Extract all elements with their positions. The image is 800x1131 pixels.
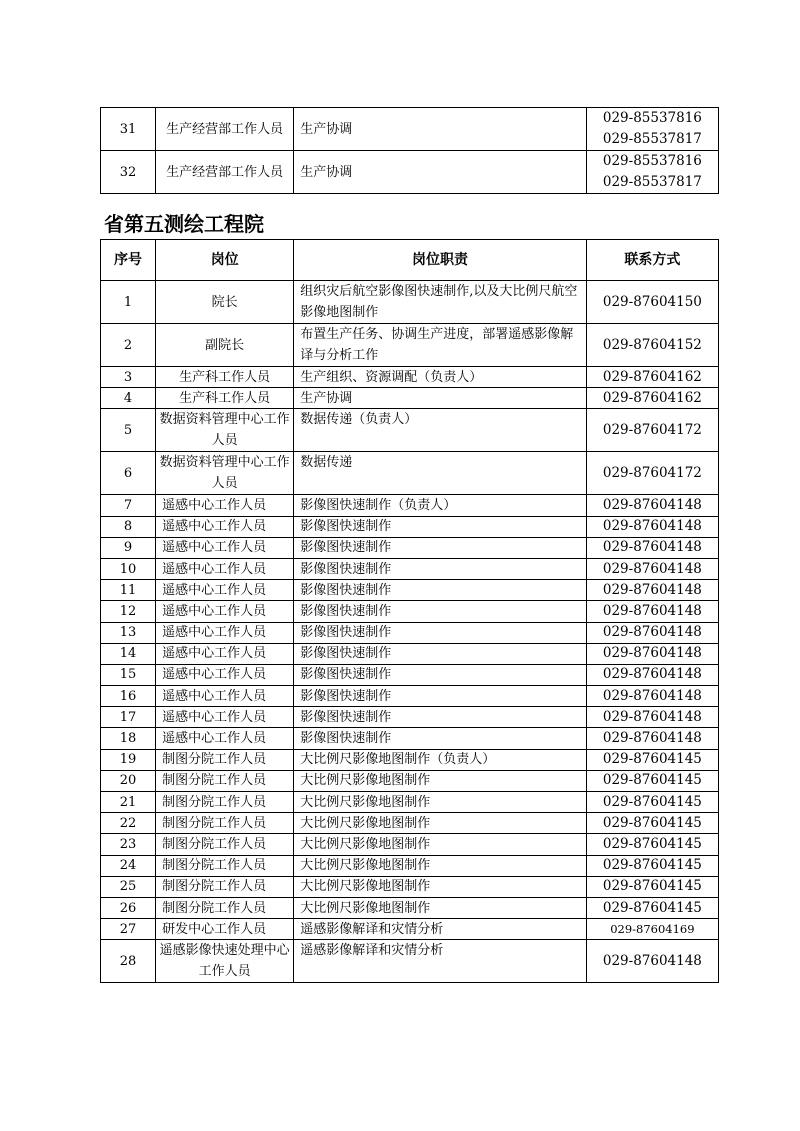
- row-number: 15: [101, 664, 156, 685]
- table-row: [101, 813, 719, 834]
- table-row: [101, 537, 719, 558]
- phone-cell: [586, 151, 718, 194]
- table-row: [101, 452, 719, 495]
- post-cell: 遥感中心工作人员: [156, 580, 294, 601]
- duty-cell: 影像图快速制作: [294, 643, 586, 664]
- row-number: 5: [101, 409, 156, 452]
- post-cell: 生产经营部工作人员: [156, 151, 294, 194]
- table-row: [101, 516, 719, 537]
- row-number: 7: [101, 495, 156, 516]
- duty-cell: 影像图快速制作: [294, 537, 586, 558]
- duty-cell: 大比例尺影像地图制作（负责人）: [294, 749, 586, 770]
- table-row: [101, 940, 719, 983]
- phone-cell: 029-87604145: [586, 855, 718, 876]
- post-cell: 副院长: [156, 324, 294, 367]
- post-cell: 遥感中心工作人员: [156, 516, 294, 537]
- row-number: 3: [101, 367, 156, 388]
- duty-cell: 影像图快速制作: [294, 580, 586, 601]
- phone-cell: 029-87604145: [586, 834, 718, 855]
- duty-cell: 大比例尺影像地图制作: [294, 834, 586, 855]
- phone-cell: 029-87604145: [586, 770, 718, 791]
- phone-cell: 029-87604145: [586, 813, 718, 834]
- table-row: [101, 388, 719, 409]
- phone-number: 029-85537817: [602, 174, 702, 190]
- table-row: [101, 749, 719, 770]
- row-number: 23: [101, 834, 156, 855]
- post-cell: 制图分院工作人员: [156, 770, 294, 791]
- phone-cell: 029-87604148: [586, 686, 718, 707]
- table-row: [101, 108, 719, 151]
- post-cell: 遥感中心工作人员: [156, 686, 294, 707]
- post-cell: 制图分院工作人员: [156, 876, 294, 897]
- phone-cell: [586, 108, 718, 151]
- phone-cell: 029-87604145: [586, 749, 718, 770]
- post-cell: 遥感中心工作人员: [156, 707, 294, 728]
- table-row: [101, 664, 719, 685]
- phone-cell: 029-87604172: [586, 409, 718, 452]
- post-cell: 遥感中心工作人员: [156, 558, 294, 579]
- duty-cell: 布置生产任务、协调生产进度，部署遥感影像解译与分析工作: [294, 324, 586, 367]
- table-row: [101, 558, 719, 579]
- row-number: 13: [101, 622, 156, 643]
- row-number: 1: [101, 281, 156, 324]
- post-cell: 遥感中心工作人员: [156, 495, 294, 516]
- phone-cell: 029-87604152: [586, 324, 718, 367]
- duty-cell: 影像图快速制作: [294, 707, 586, 728]
- phone-cell: 029-87604150: [586, 281, 718, 324]
- header-duty: 岗位职责: [294, 240, 586, 281]
- table-row: [101, 281, 719, 324]
- table-row: [101, 151, 719, 194]
- phone-cell: 029-87604148: [586, 622, 718, 643]
- phone-cell: 029-87604145: [586, 897, 718, 918]
- duty-cell: 生产协调: [294, 108, 586, 151]
- header-no: 序号: [101, 240, 156, 281]
- post-cell: 数据资料管理中心工作人员: [156, 409, 294, 452]
- row-number: 18: [101, 728, 156, 749]
- table-row: [101, 495, 719, 516]
- phone-cell: 029-87604162: [586, 388, 718, 409]
- post-cell: 遥感影像快速处理中心工作人员: [156, 940, 294, 983]
- duty-cell: 影像图快速制作: [294, 558, 586, 579]
- row-number: 25: [101, 876, 156, 897]
- duty-cell: 影像图快速制作: [294, 601, 586, 622]
- row-number: 16: [101, 686, 156, 707]
- post-cell: 遥感中心工作人员: [156, 537, 294, 558]
- phone-cell: 029-87604148: [586, 707, 718, 728]
- post-cell: 遥感中心工作人员: [156, 728, 294, 749]
- duty-cell: 大比例尺影像地图制作: [294, 770, 586, 791]
- duty-cell: 影像图快速制作: [294, 664, 586, 685]
- main-contact-table: [100, 239, 719, 983]
- row-number: 19: [101, 749, 156, 770]
- duty-cell: 大比例尺影像地图制作: [294, 855, 586, 876]
- row-number: 2: [101, 324, 156, 367]
- phone-cell: 029-87604169: [586, 919, 718, 940]
- table-row: [101, 855, 719, 876]
- phone-cell: 029-87604148: [586, 940, 718, 983]
- table-row: [101, 897, 719, 918]
- row-number: 6: [101, 452, 156, 495]
- duty-cell: 生产协调: [294, 151, 586, 194]
- table-row: [101, 686, 719, 707]
- phone-cell: 029-87604148: [586, 580, 718, 601]
- post-cell: 遥感中心工作人员: [156, 643, 294, 664]
- post-cell: 制图分院工作人员: [156, 897, 294, 918]
- duty-cell: 组织灾后航空影像图快速制作,以及大比例尺航空影像地图制作: [294, 281, 586, 324]
- row-number: 32: [101, 151, 156, 194]
- header-contact: 联系方式: [586, 240, 718, 281]
- post-cell: 数据资料管理中心工作人员: [156, 452, 294, 495]
- duty-cell: 生产协调: [294, 388, 586, 409]
- row-number: 22: [101, 813, 156, 834]
- duty-cell: 遥感影像解译和灾情分析: [294, 919, 586, 940]
- phone-number: 029-85537817: [602, 131, 702, 147]
- row-number: 17: [101, 707, 156, 728]
- duty-cell: 数据传递: [294, 452, 586, 495]
- table-row: [101, 876, 719, 897]
- phone-cell: 029-87604148: [586, 728, 718, 749]
- row-number: 4: [101, 388, 156, 409]
- phone-cell: 029-87604148: [586, 643, 718, 664]
- table-row: [101, 792, 719, 813]
- duty-cell: 大比例尺影像地图制作: [294, 792, 586, 813]
- table-row: [101, 834, 719, 855]
- duty-cell: 影像图快速制作: [294, 516, 586, 537]
- post-cell: 制图分院工作人员: [156, 834, 294, 855]
- phone-number: 029-85537816: [602, 110, 702, 126]
- duty-cell: 大比例尺影像地图制作: [294, 897, 586, 918]
- duty-cell: 影像图快速制作（负责人）: [294, 495, 586, 516]
- phone-cell: 029-87604162: [586, 367, 718, 388]
- duty-cell: 影像图快速制作: [294, 686, 586, 707]
- duty-cell: 生产组织、资源调配（负责人）: [294, 367, 586, 388]
- row-number: 26: [101, 897, 156, 918]
- table-row: [101, 409, 719, 452]
- top-contact-table: [100, 107, 719, 194]
- row-number: 31: [101, 108, 156, 151]
- phone-cell: 029-87604148: [586, 495, 718, 516]
- post-cell: 制图分院工作人员: [156, 792, 294, 813]
- row-number: 20: [101, 770, 156, 791]
- row-number: 24: [101, 855, 156, 876]
- post-cell: 生产经营部工作人员: [156, 108, 294, 151]
- row-number: 21: [101, 792, 156, 813]
- duty-cell: 遥感影像解译和灾情分析: [294, 940, 586, 983]
- phone-cell: 029-87604148: [586, 664, 718, 685]
- table-row: [101, 601, 719, 622]
- post-cell: 遥感中心工作人员: [156, 601, 294, 622]
- phone-cell: 029-87604148: [586, 537, 718, 558]
- row-number: 28: [101, 940, 156, 983]
- duty-cell: 大比例尺影像地图制作: [294, 876, 586, 897]
- table-row: [101, 367, 719, 388]
- phone-cell: 029-87604145: [586, 876, 718, 897]
- table-row: [101, 728, 719, 749]
- header-post: 岗位: [156, 240, 294, 281]
- post-cell: 研发中心工作人员: [156, 919, 294, 940]
- section-title: 省第五测绘工程院: [104, 212, 264, 236]
- phone-cell: 029-87604145: [586, 792, 718, 813]
- duty-cell: 大比例尺影像地图制作: [294, 813, 586, 834]
- row-number: 12: [101, 601, 156, 622]
- phone-cell: 029-87604148: [586, 558, 718, 579]
- table-row: [101, 707, 719, 728]
- table-row: [101, 919, 719, 940]
- table-row: [101, 770, 719, 791]
- table-row: [101, 643, 719, 664]
- post-cell: 制图分院工作人员: [156, 749, 294, 770]
- post-cell: 生产科工作人员: [156, 388, 294, 409]
- post-cell: 制图分院工作人员: [156, 855, 294, 876]
- phone-cell: 029-87604148: [586, 516, 718, 537]
- table-header-row: [101, 240, 719, 281]
- phone-cell: 029-87604172: [586, 452, 718, 495]
- row-number: 11: [101, 580, 156, 601]
- row-number: 8: [101, 516, 156, 537]
- row-number: 27: [101, 919, 156, 940]
- post-cell: 生产科工作人员: [156, 367, 294, 388]
- duty-cell: 影像图快速制作: [294, 622, 586, 643]
- phone-cell: 029-87604148: [586, 601, 718, 622]
- table-row: [101, 622, 719, 643]
- post-cell: 遥感中心工作人员: [156, 664, 294, 685]
- post-cell: 制图分院工作人员: [156, 813, 294, 834]
- phone-number: 029-85537816: [602, 153, 702, 169]
- duty-cell: 数据传递（负责人）: [294, 409, 586, 452]
- duty-cell: 影像图快速制作: [294, 728, 586, 749]
- row-number: 14: [101, 643, 156, 664]
- row-number: 10: [101, 558, 156, 579]
- row-number: 9: [101, 537, 156, 558]
- post-cell: 遥感中心工作人员: [156, 622, 294, 643]
- table-row: [101, 580, 719, 601]
- post-cell: 院长: [156, 281, 294, 324]
- table-row: [101, 324, 719, 367]
